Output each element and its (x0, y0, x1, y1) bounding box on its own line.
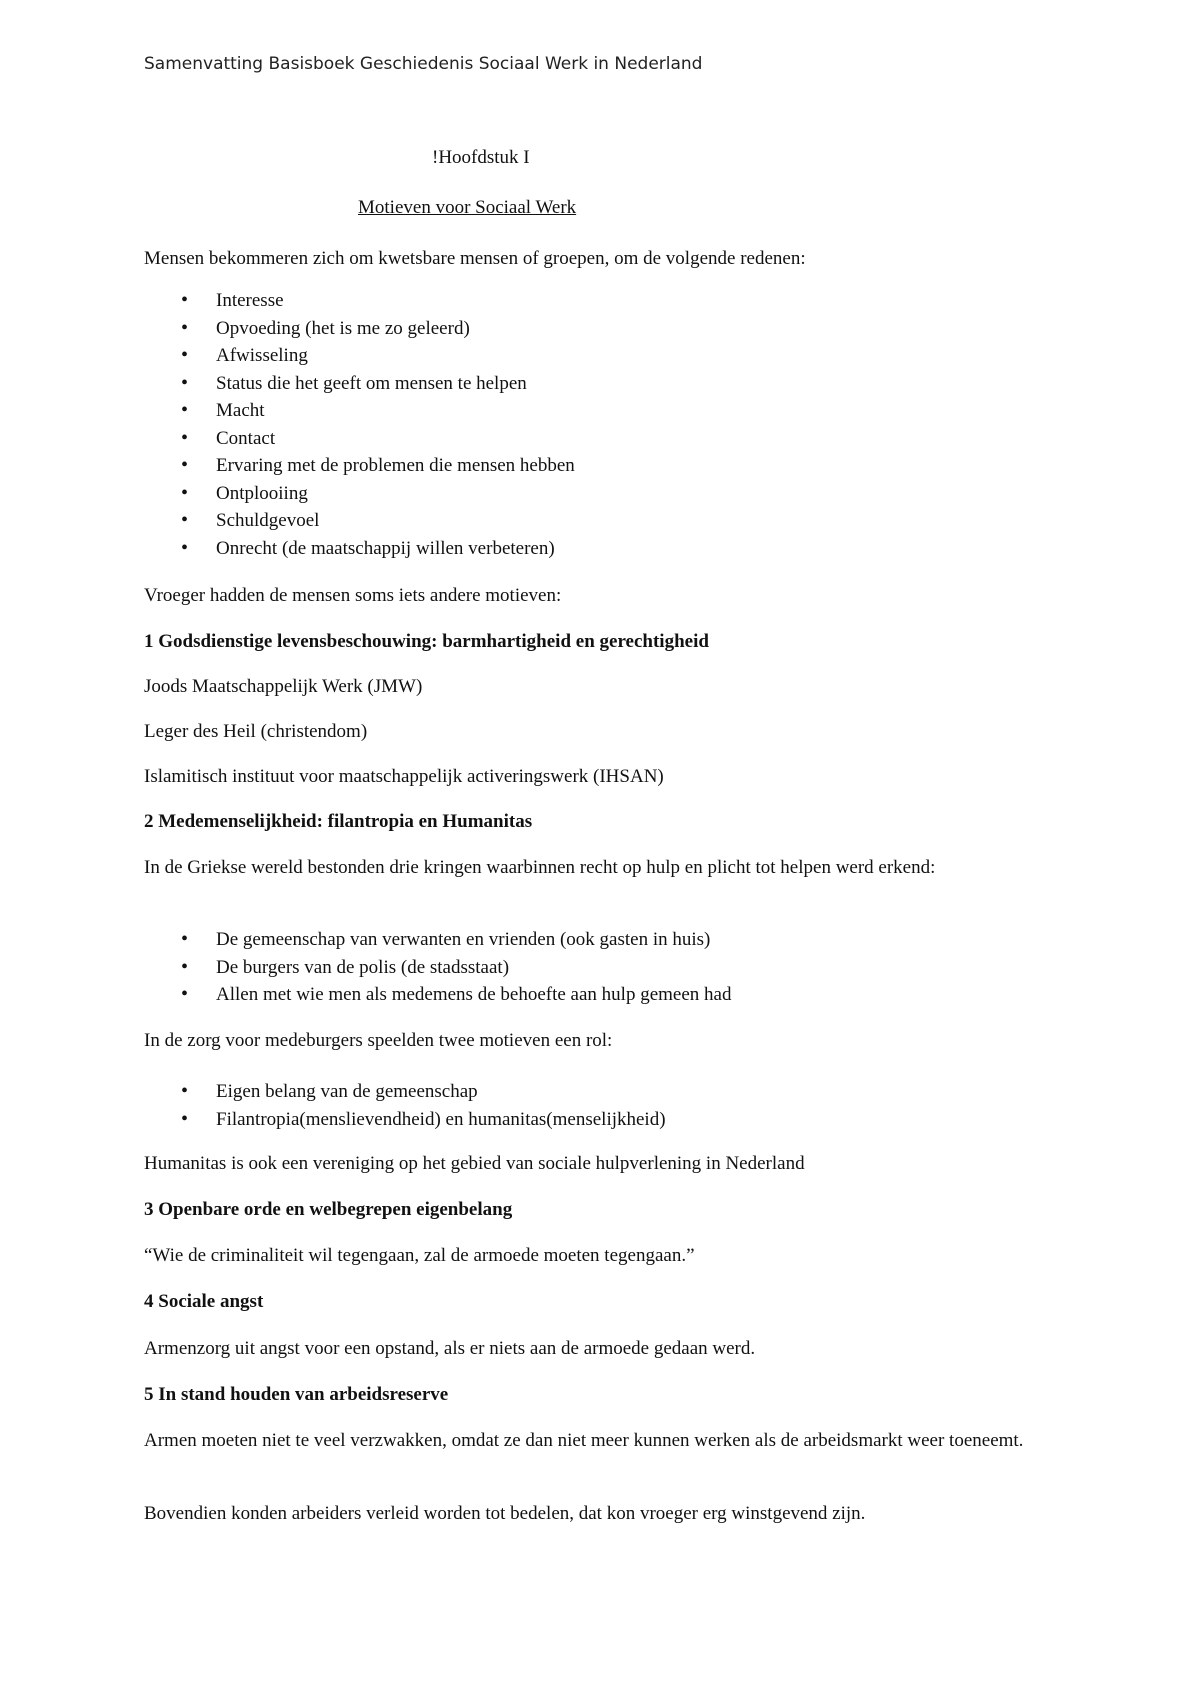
section-heading-2: 2 Medemenselijkheid: filantropia en Humanitas (144, 811, 533, 832)
section-heading-1: 1 Godsdienstige levensbeschouwing: barmhartigheid en gerechtigheid (144, 631, 709, 652)
paragraph-leger: Leger des Heil (christendom) (144, 721, 368, 742)
list-item: • Status die het geeft om mensen te helpen (144, 370, 575, 398)
reasons-list (144, 287, 575, 562)
list-item: • De burgers van de polis (de stadsstaat) (144, 954, 731, 982)
section-heading-3: 3 Openbare orde en welbegrepen eigenbelang (144, 1199, 513, 1220)
kringen-list (144, 926, 731, 1009)
chapter-label: !Hoofdstuk I (432, 147, 530, 168)
paragraph-humanitas: Humanitas is ook een vereniging op het gebied van sociale hulpverlening in Nederland (144, 1153, 805, 1174)
chapter-title: Motieven voor Sociaal Werk (358, 197, 577, 218)
list-item: • Ontplooiing (144, 480, 575, 508)
paragraph-vroeger: Vroeger hadden de mensen soms iets andere motieven: (144, 585, 562, 606)
list-item: • Onrecht (de maatschappij willen verbeteren) (144, 535, 575, 563)
paragraph-armenzorg: Armenzorg uit angst voor een opstand, als er niets aan de armoede gedaan werd. (144, 1338, 756, 1359)
paragraph-bovendien: Bovendien konden arbeiders verleid worden tot bedelen, dat kon vroeger erg winstgevend zijn. (144, 1503, 866, 1524)
list-item: • Schuldgevoel (144, 507, 575, 535)
page-header: Samenvatting Basisboek Geschiedenis Sociaal Werk in Nederland (144, 54, 703, 74)
motieven-list (144, 1078, 666, 1133)
list-item: • Ervaring met de problemen die mensen hebben (144, 452, 575, 480)
paragraph-armen: Armen moeten niet te veel verzwakken, omdat ze dan niet meer kunnen werken als de arbeidsmarkt weer toeneemt. (144, 1430, 1024, 1451)
list-item: • Interesse (144, 287, 575, 315)
list-item: • Opvoeding (het is me zo geleerd) (144, 315, 575, 343)
paragraph-grieks: In de Griekse wereld bestonden drie kringen waarbinnen recht op hulp en plicht tot helpen werd erkend: (144, 857, 936, 878)
section-heading-4: 4 Sociale angst (144, 1291, 264, 1312)
paragraph-ihsan: Islamitisch instituut voor maatschappelijk activeringswerk (IHSAN) (144, 766, 664, 787)
list-item: • Allen met wie men als medemens de behoefte aan hulp gemeen had (144, 981, 731, 1009)
paragraph-jmw: Joods Maatschappelijk Werk (JMW) (144, 676, 423, 697)
section-heading-5: 5 In stand houden van arbeidsreserve (144, 1384, 449, 1405)
list-item: • Contact (144, 425, 575, 453)
list-item: • Macht (144, 397, 575, 425)
list-item: • De gemeenschap van verwanten en vrienden (ook gasten in huis) (144, 926, 731, 954)
list-item: • Afwisseling (144, 342, 575, 370)
intro-paragraph: Mensen bekommeren zich om kwetsbare mensen of groepen, om de volgende redenen: (144, 248, 806, 269)
paragraph-zorg: In de zorg voor medeburgers speelden twee motieven een rol: (144, 1030, 613, 1051)
paragraph-quote: “Wie de criminaliteit wil tegengaan, zal de armoede moeten tegengaan.” (144, 1245, 695, 1266)
list-item: • Eigen belang van de gemeenschap (144, 1078, 666, 1106)
list-item: • Filantropia(menslievendheid) en humanitas(menselijkheid) (144, 1106, 666, 1134)
